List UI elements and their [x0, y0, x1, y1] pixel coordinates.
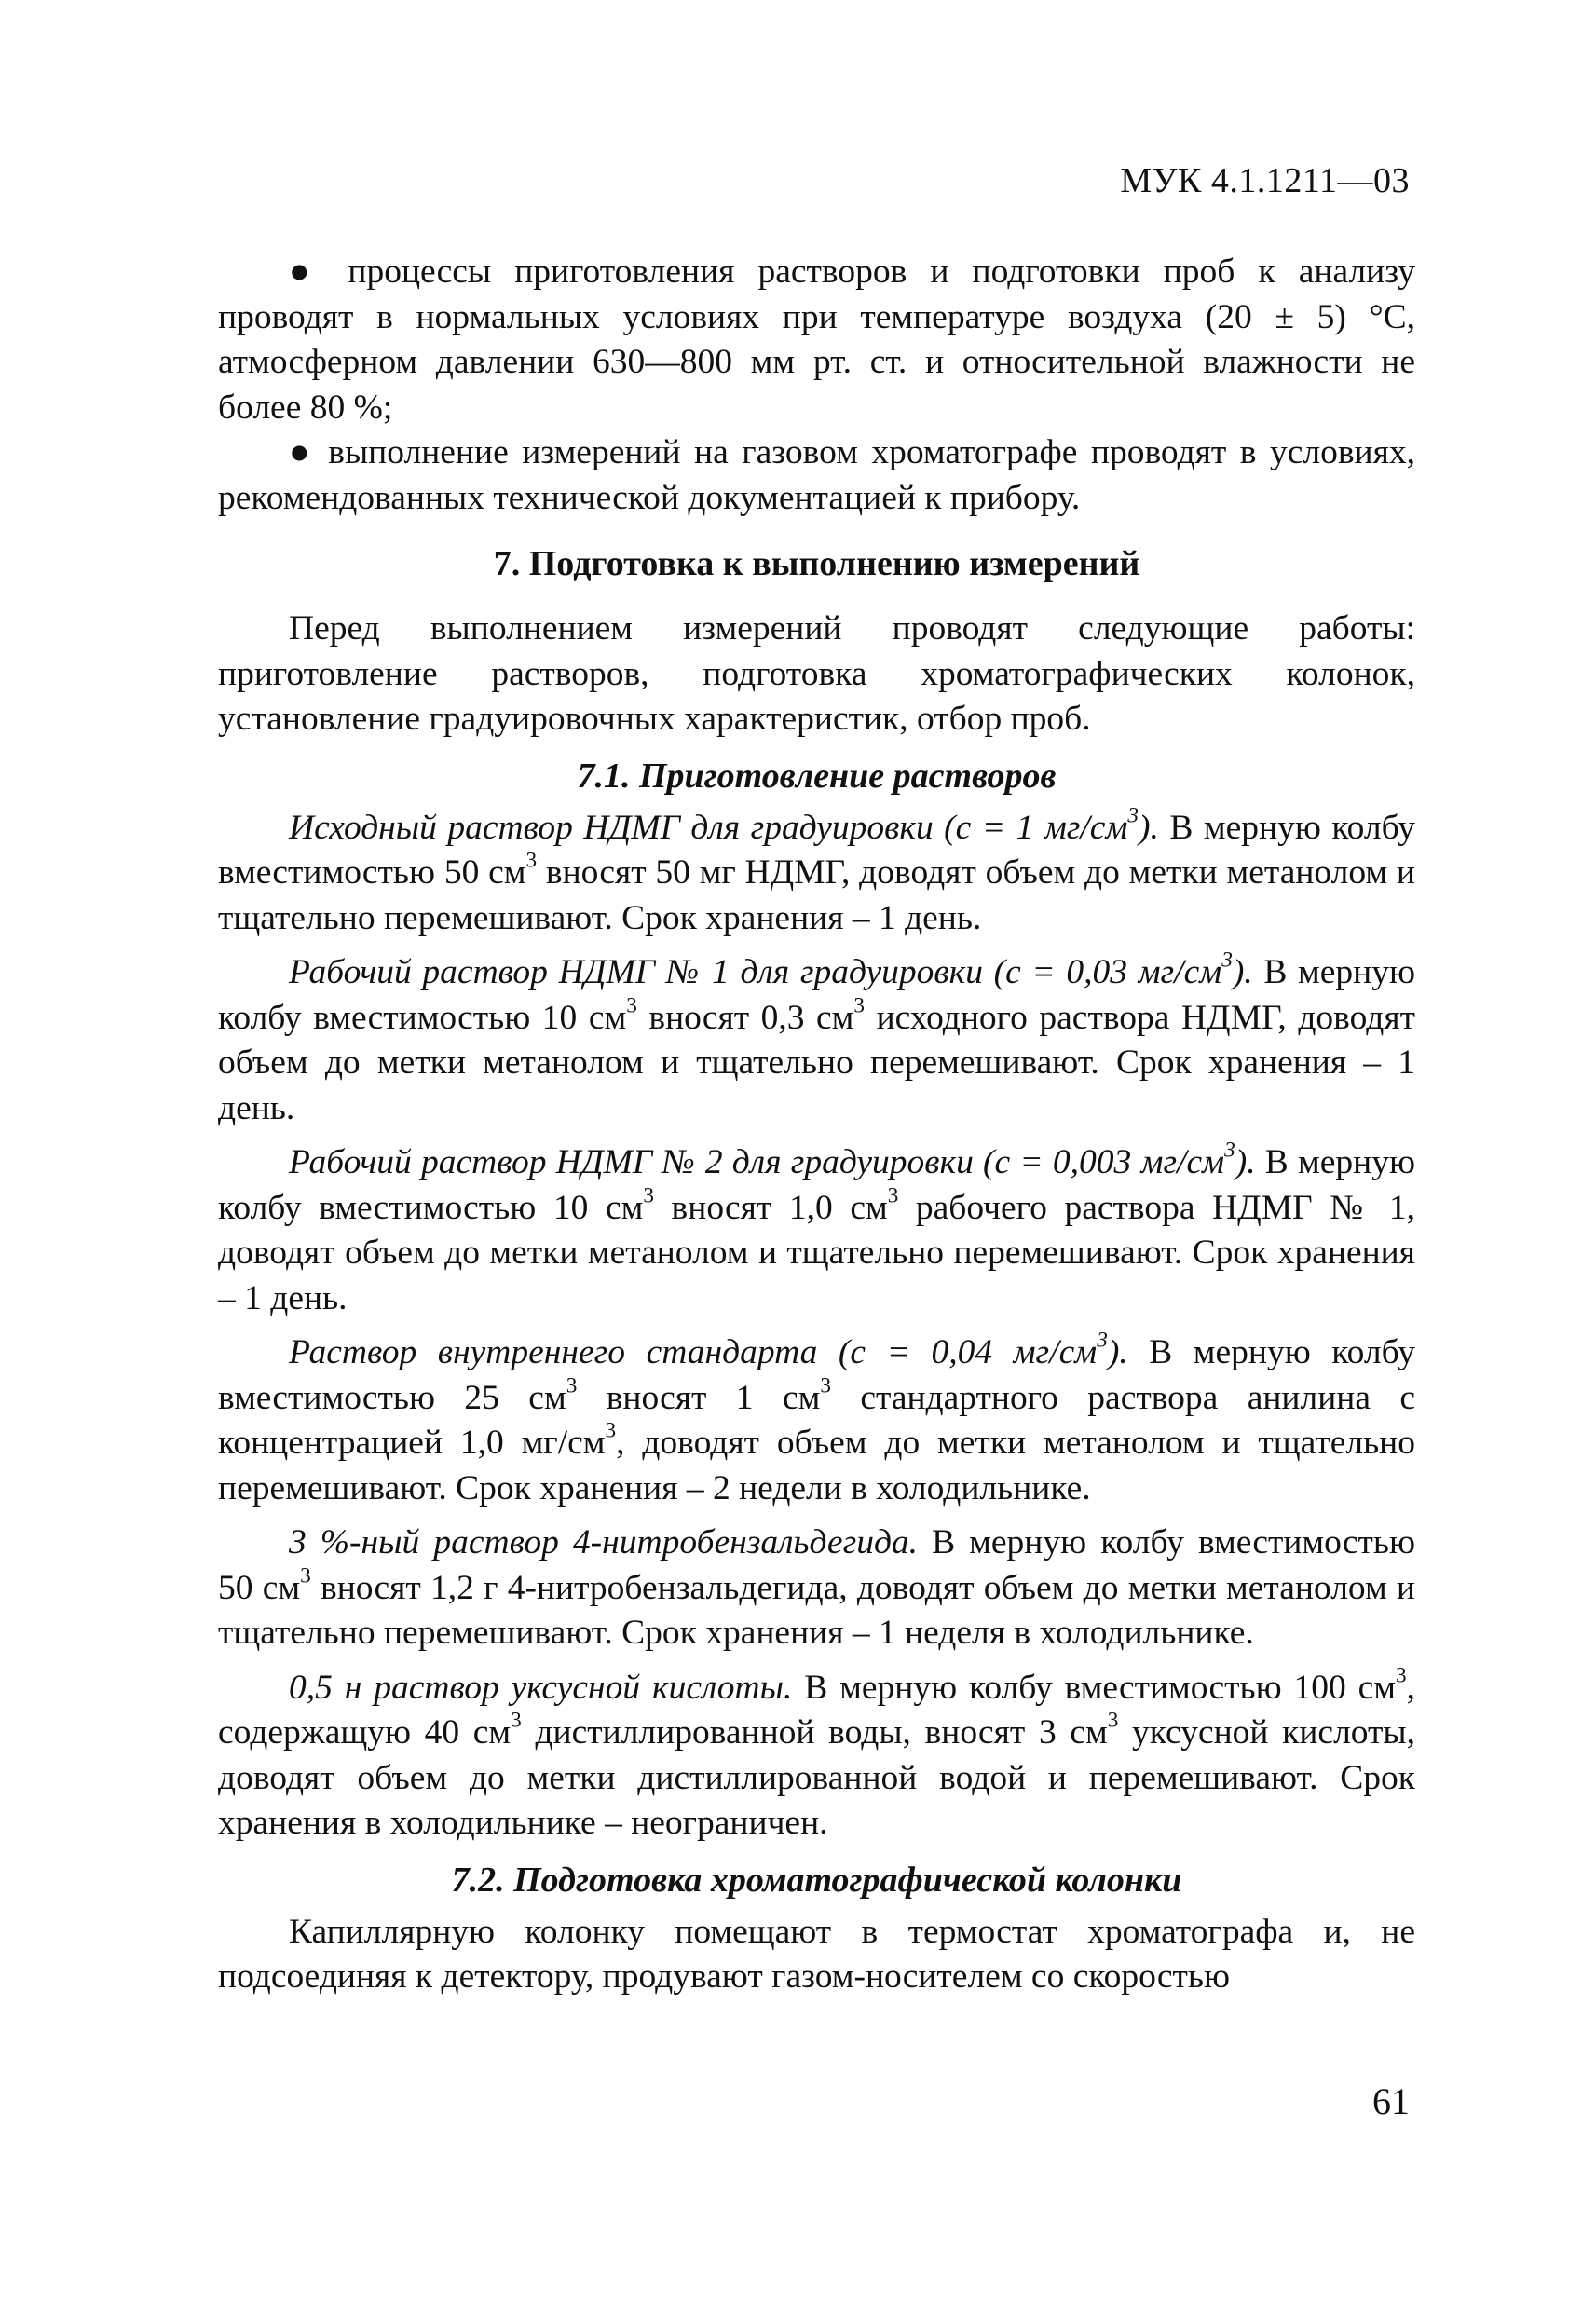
- bullet-icon: ●: [289, 252, 348, 291]
- solution-title: 3 %-ный раствор 4-нитробензальдегида.: [289, 1523, 919, 1561]
- paragraph: Капиллярную колонку помещают в термостат хроматографа и, не подсоединяя к детектору, продувают газом-носителем со скоростью: [218, 1912, 1415, 1996]
- bullet-item: ● процессы приготовления растворов и подготовки проб к анализу проводят в нормальных условиях при температуре воздуха (20 ± 5) °С, атмосферном давлении 630—800 мм рт. ст. и относительной влажности не более 80 %;: [218, 252, 1415, 427]
- paragraph: 0,5 н раствор уксусной кислоты. В мерную колбу вместимостью 100 $см^3$, содержащую 40 $см^3$ дистиллированной воды, вносят 3 $см^3$ уксусной кислоты, доводят объем до метки дистиллированной водой и перемешивают. Срок хранения в холодильнике – неограничен.: [218, 1663, 1416, 1842]
- solution-title: Рабочий раствор НДМГ № 1 для градуировки (с = 0,03 $мг/см^3$).: [289, 948, 1253, 991]
- paragraph: Рабочий раствор НДМГ № 2 для градуировки (с = 0,003 $мг/см^3$). В мерную колбу вместимостью 10 $см^3$ вносят 1,0 $см^3$ рабочего раствора НДМГ № 1, доводят объем до метки метанолом и тщательно перемешивают. Срок хранения – 1 день.: [218, 1138, 1415, 1317]
- page-body: [218, 250, 1415, 2000]
- paragraph: Перед выполнением измерений проводят следующие работы: приготовление растворов, подготовка хроматографических колонок, установление градуировочных характеристик, отбор проб.: [218, 609, 1415, 738]
- page-number: 61: [1372, 2080, 1410, 2122]
- paragraph: 3 %-ный раствор 4-нитробензальдегида. В мерную колбу вместимостью 50 $см^3$ вносят 1,2 г 4-нитробензальдегида, доводят объем до метки метанолом и тщательно перемешивают. Срок хранения – 1 неделя в холодильнике.: [218, 1523, 1415, 1652]
- solution-title: Рабочий раствор НДМГ № 2 для градуировки (с = 0,003 $мг/см^3$).: [289, 1138, 1256, 1181]
- solution-title: Исходный раствор НДМГ для градуировки (с = 1 $мг/см^3$).: [289, 803, 1159, 847]
- bullet-item: ● выполнение измерений на газовом хроматографе проводят в условиях, рекомендованных технической документацией к прибору.: [218, 433, 1415, 517]
- subsection-heading: 7.2. Подготовка хроматографической колонки: [451, 1860, 1182, 1900]
- bullet-icon: ●: [289, 433, 329, 471]
- document-code: МУК 4.1.1211—03: [1120, 161, 1410, 200]
- paragraph: Раствор внутреннего стандарта (с = 0,04 $мг/см^3$). В мерную колбу вместимостью 25 $см^3$ вносят 1 $см^3$ стандартного раствора анилина с концентрацией 1,0 $мг/см^3$, доводят объем до метки метанолом и тщательно перемешивают. Срок хранения – 2 недели в холодильнике.: [218, 1328, 1416, 1507]
- solution-title: 0,5 н раствор уксусной кислоты.: [289, 1668, 793, 1707]
- subsection-heading: 7.1. Приготовление растворов: [577, 756, 1057, 796]
- paragraph: Исходный раствор НДМГ для градуировки (с = 1 $мг/см^3$). В мерную колбу вместимостью 50 $см^3$ вносят 50 мг НДМГ, доводят объем до метки метанолом и тщательно перемешивают. Срок хранения – 1 день.: [218, 803, 1415, 937]
- section-heading: 7. Подготовка к выполнению измерений: [493, 544, 1140, 583]
- paragraph: Рабочий раствор НДМГ № 1 для градуировки (с = 0,03 $мг/см^3$). В мерную колбу вместимостью 10 $см^3$ вносят 0,3 $см^3$ исходного раствора НДМГ, доводят объем до метки метанолом и тщательно перемешивают. Срок хранения – 1 день.: [218, 948, 1415, 1127]
- solution-title: Раствор внутреннего стандарта (с = 0,04 $мг/см^3$).: [289, 1328, 1128, 1371]
